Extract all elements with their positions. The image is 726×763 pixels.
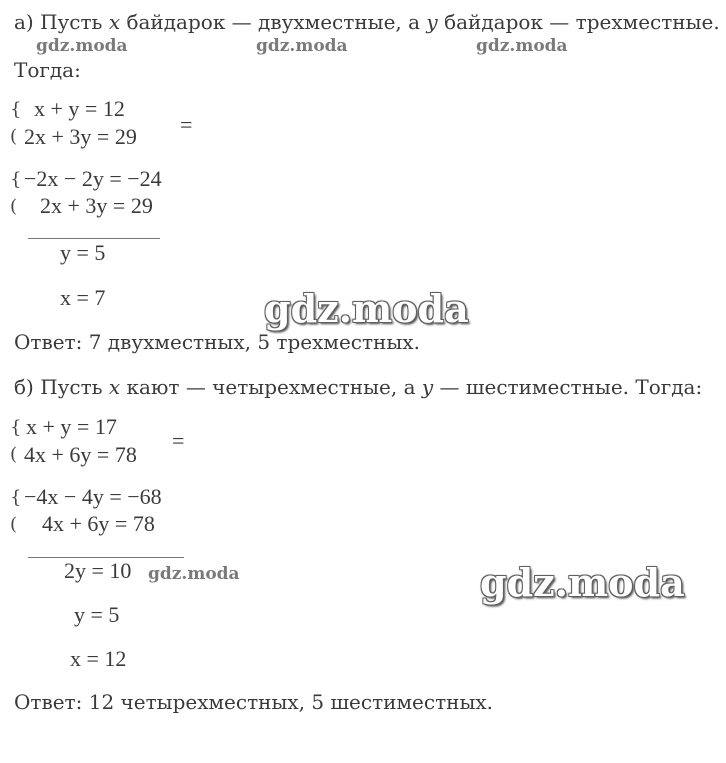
equals-sign: = (180, 112, 193, 137)
system-brace: { ( (10, 487, 22, 535)
watermark: gdz.moda (264, 286, 469, 331)
watermark: gdz.moda (148, 564, 240, 584)
res-b-2y: 2y = 10 (64, 558, 132, 583)
res-a-x: x = 7 (60, 285, 106, 310)
sys-b1-eq1: x + y = 17 (26, 414, 117, 439)
part-a-answer: Ответ: 7 двухместных, 5 трехместных. (14, 330, 420, 354)
sys-b2-eq2: 4x + 6y = 78 (42, 511, 155, 536)
part-b-intro: б) Пусть x кают — четырехместные, а y — шестиместные. Тогда: (14, 375, 703, 399)
part-a-intro: а) Пусть x байдарок — двухместные, а y байдарок — трехместные. (14, 10, 720, 34)
system-brace: { ( (10, 99, 22, 147)
equals-sign: = (172, 428, 185, 453)
res-b-x: x = 12 (70, 646, 127, 671)
system-brace: { ( (10, 169, 22, 217)
sys-b2-eq1: −4x − 4y = −68 (24, 484, 162, 509)
watermark: gdz.moda (480, 560, 685, 605)
system-brace: { ( (10, 417, 22, 465)
sys-a2-eq1: −2x − 2y = −24 (24, 166, 162, 191)
sys-a1-eq1: x + y = 12 (34, 96, 125, 121)
watermark: gdz.moda (36, 36, 128, 56)
res-b-y: y = 5 (74, 602, 120, 627)
sys-a1-eq2: 2x + 3y = 29 (24, 124, 137, 149)
part-a-then: Тогда: (14, 58, 81, 82)
part-b-answer: Ответ: 12 четырехместных, 5 шестиместных. (14, 690, 494, 714)
watermark: gdz.moda (256, 36, 348, 56)
sys-a2-eq2: 2x + 3y = 29 (40, 193, 153, 218)
sum-line (28, 238, 160, 239)
watermark: gdz.moda (476, 36, 568, 56)
res-a-y: y = 5 (60, 240, 106, 265)
sys-b1-eq2: 4x + 6y = 78 (24, 442, 137, 467)
